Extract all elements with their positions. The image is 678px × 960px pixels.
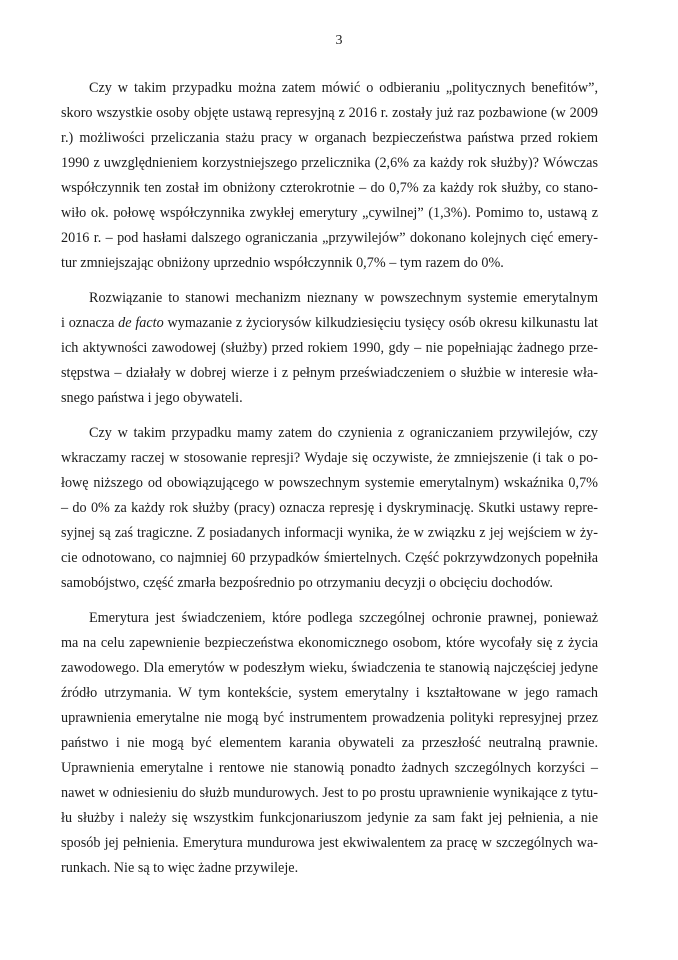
text-line: samobójstwo, część zmarła bezpośrednio po otrzymaniu decyzji o obcięciu dochodów.	[61, 575, 553, 591]
page-number: 3	[335, 33, 343, 48]
text-line: łu służby i należy się wszystkim funkcjonariuszom jedynie za sam fakt jej pełnienia, a nie	[61, 810, 598, 826]
paragraph	[61, 286, 598, 411]
text-line: źródło utrzymania. W tym kontekście, system emerytalny i kształtowane w jego ramach	[61, 685, 598, 701]
paragraph	[61, 606, 598, 881]
text-line: runkach. Nie są to więc żadne przywileje.	[61, 860, 299, 876]
text-line: sposób jej pełnienia. Emerytura mundurowa jest ekwiwalentem za pracę w szczególnych wa-	[61, 835, 598, 851]
document-body	[61, 76, 598, 891]
text-line: zawodowego. Dla emerytów w podeszłym wieku, świadczenia te stanowią najczęściej jedyne	[61, 660, 598, 676]
text-line: snego państwa i jego obywateli.	[61, 390, 243, 406]
text-line: r.) możliwości przeliczania stażu pracy w organach bezpieczeństwa państwa przed rokiem	[61, 130, 598, 146]
text-line: stępstwa – działały w dobrej wierze i z pełnym przeświadczeniem o służbie w interesie wła-	[61, 365, 598, 381]
text-line: Rozwiązanie to stanowi mechanizm nieznany w powszechnym systemie emerytalnym	[89, 290, 598, 306]
text-line: ma na celu zapewnienie bezpieczeństwa ekonomicznego osobom, które wycofały się z życia	[61, 635, 598, 651]
text-line: Emerytura jest świadczeniem, które podlega szczególnej ochronie prawnej, ponieważ	[89, 610, 598, 626]
italic-phrase: de facto	[118, 315, 164, 331]
text-line: nawet w odniesieniu do służb mundurowych. Jest to po prostu uprawnienie wynikające z tytu-	[61, 785, 598, 801]
text-line: państwo i nie mogą być elementem karania obywateli za przeszłość neutralną prawnie.	[61, 735, 598, 751]
text-line: Uprawnienia emerytalne i rentowe nie stanowią ponadto żadnych szczególnych korzyści –	[61, 760, 598, 776]
text-line: wkraczamy raczej w stosowanie represji? Wydaje się oczywiste, że zmniejszenie (i tak o po-	[61, 450, 598, 466]
text-line: uprawnienia emerytalne nie mogą być instrumentem prowadzenia polityki represyjnej przez	[61, 710, 598, 726]
text-line: i oznacza de facto wymazanie z życiorysów kilkudziesięciu tysięcy osób okresu kilkunastu lat	[61, 315, 598, 331]
text-line: – do 0% za każdy rok służby (pracy) oznacza represję i dyskryminację. Skutki ustawy repre-	[61, 500, 598, 516]
text-line: 2016 r. – pod hasłami dalszego ograniczania „przywilejów” dokonano kolejnych cięć emery-	[61, 230, 598, 246]
text-line: Czy w takim przypadku mamy zatem do czynienia z ograniczaniem przywilejów, czy	[89, 425, 598, 441]
text-line: łowę niższego od obowiązującego w powszechnym systemie emerytalnym) wskaźnika 0,7%	[61, 475, 598, 491]
text-line: wiło ok. połowę współczynnika zwykłej emerytury „cywilnej” (1,3%). Pomimo to, ustawą z	[61, 205, 598, 221]
text-line: syjnej są zaś tragiczne. Z posiadanych informacji wynika, że w związku z jej wejściem w ży-	[61, 525, 598, 541]
text-line: Czy w takim przypadku można zatem mówić o odbieraniu „politycznych benefitów”,	[89, 80, 598, 96]
text-line: tur zmniejszając obniżony uprzednio współczynnik 0,7% – tym razem do 0%.	[61, 255, 504, 271]
text-line: cie odnotowano, co najmniej 60 przypadków śmiertelnych. Część pokrzywdzonych popełniła	[61, 550, 598, 566]
text-line: współczynnik ten został im obniżony czterokrotnie – do 0,7% za każdy rok służby, co stano-	[61, 180, 598, 196]
paragraph	[61, 421, 598, 596]
text-line: 1990 z uwzględnieniem korzystniejszego przelicznika (2,6% za każdy rok służby)? Wówczas	[61, 155, 598, 171]
text-line: ich aktywności zawodowej (służby) przed rokiem 1990, gdy – nie popełniając żadnego prze-	[61, 340, 598, 356]
paragraph	[61, 76, 598, 276]
text-line: skoro wszystkie osoby objęte ustawą represyjną z 2016 r. zostały już raz pozbawione (w 2009	[61, 105, 598, 121]
